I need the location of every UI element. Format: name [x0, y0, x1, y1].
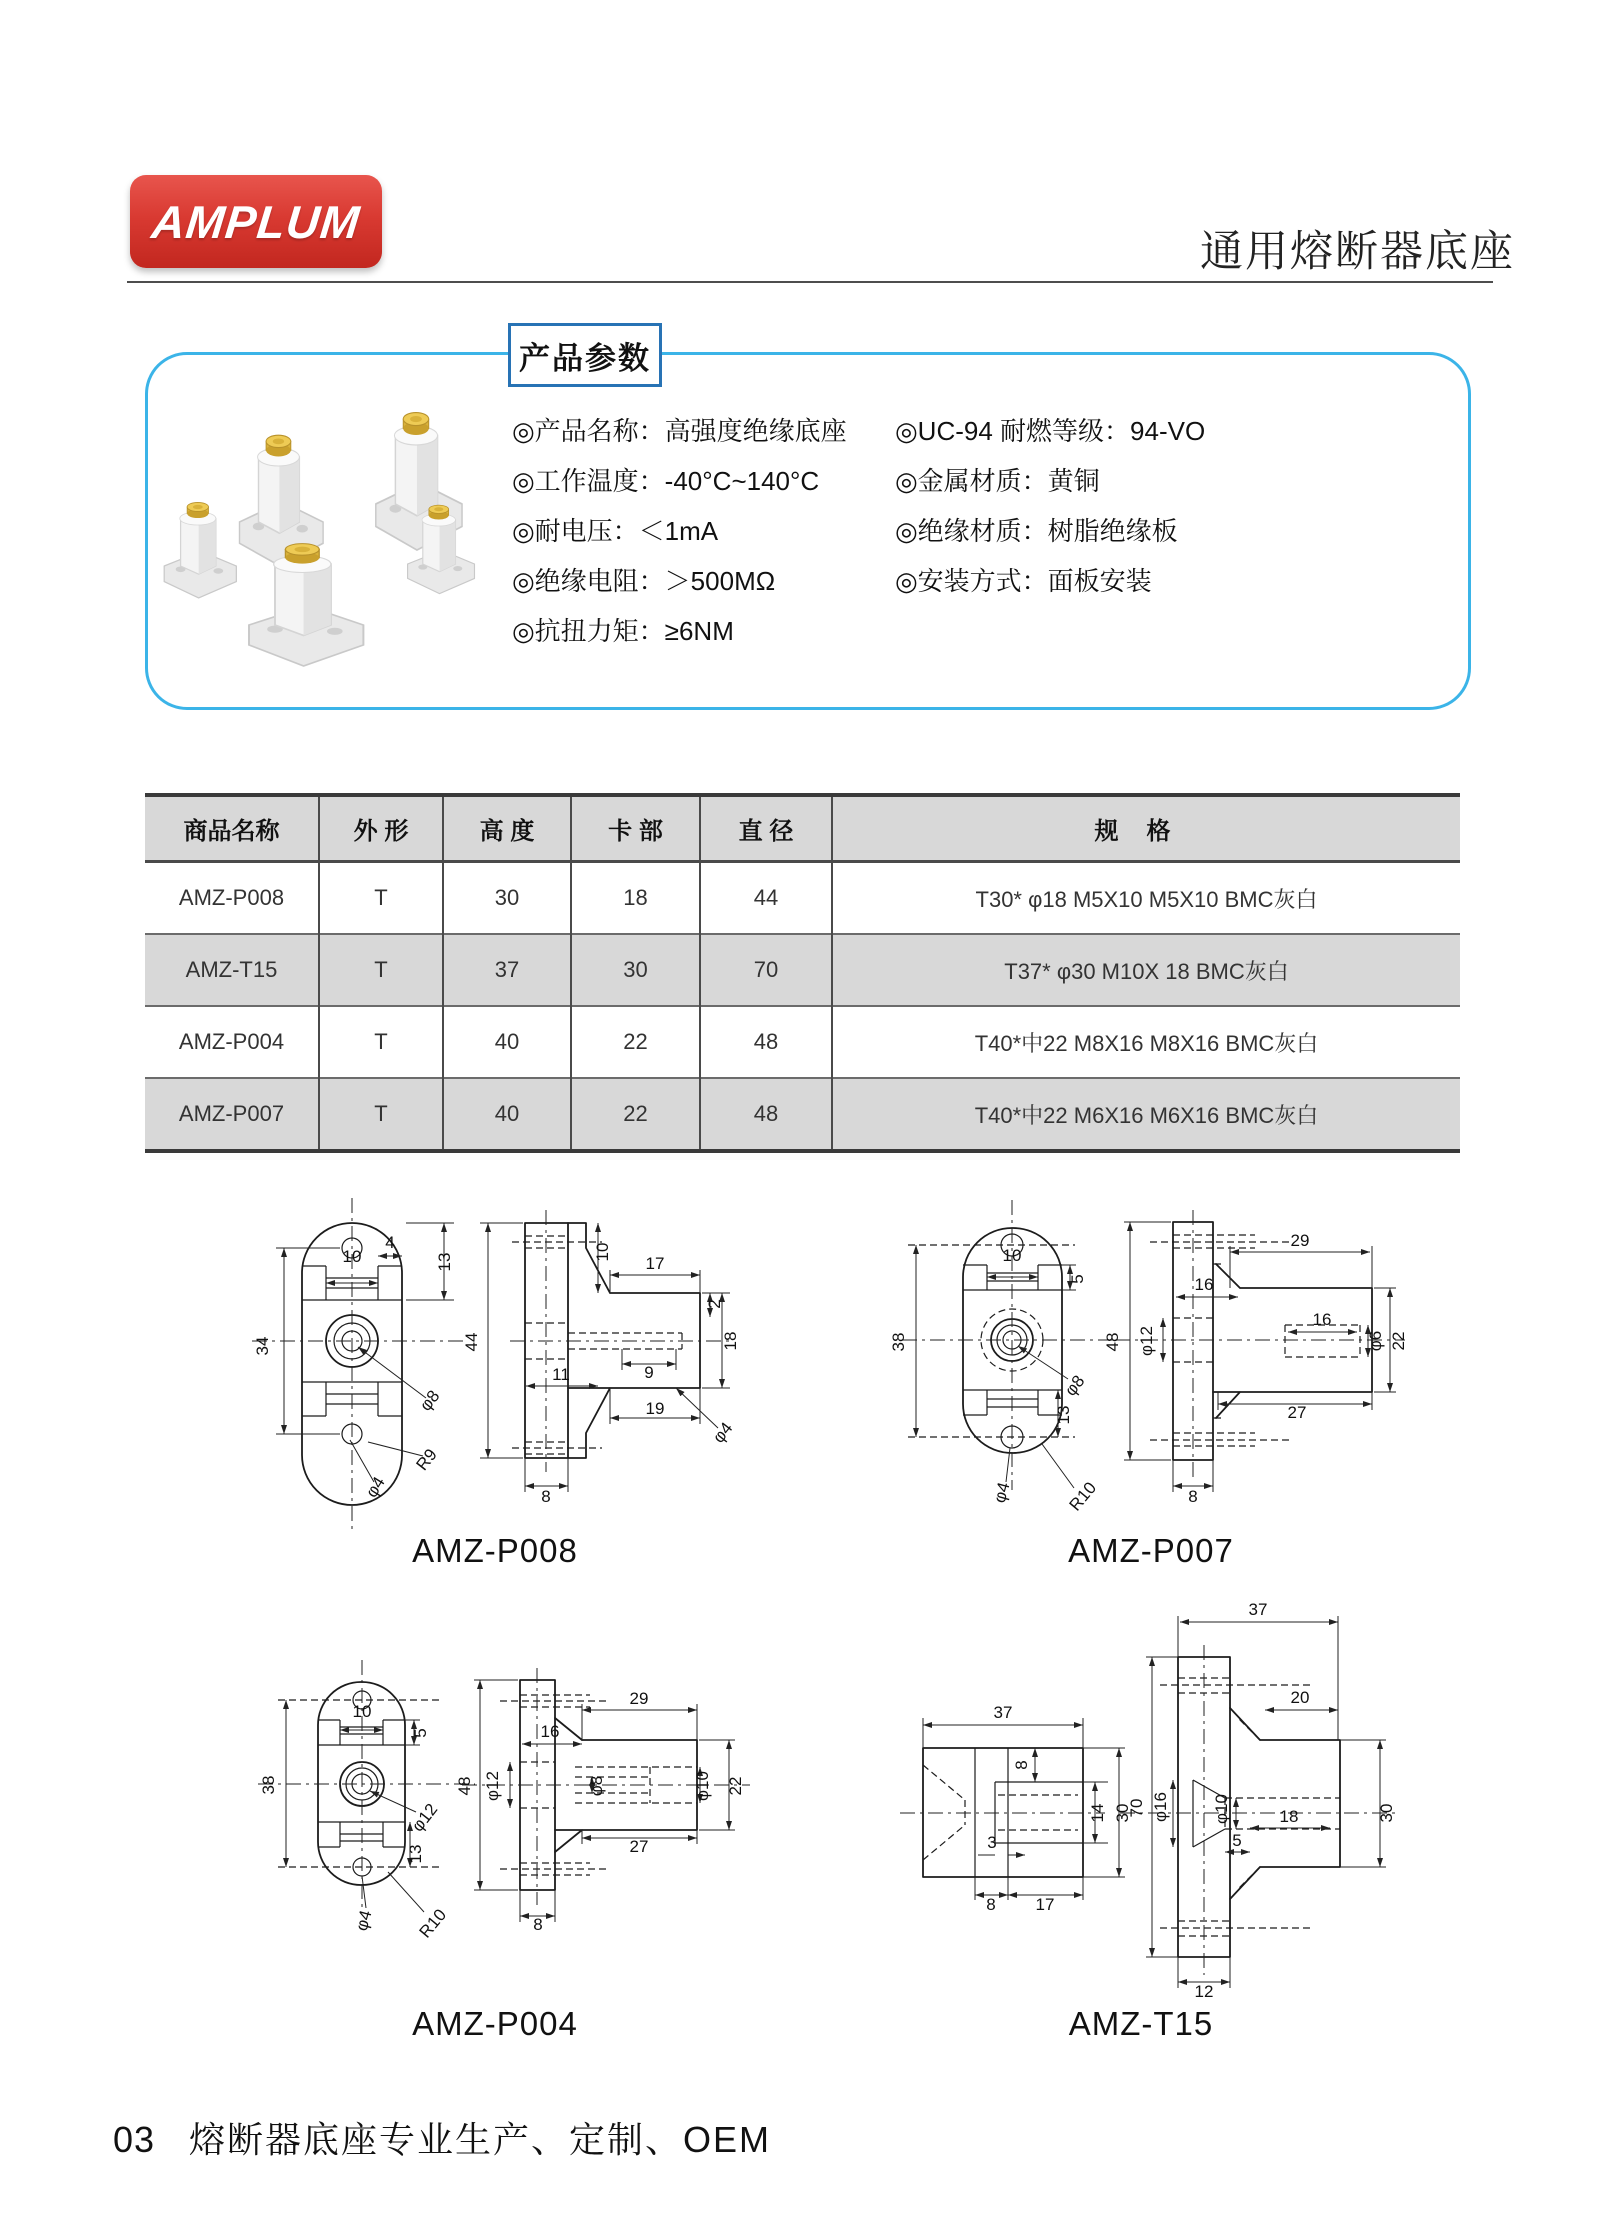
param-metal-material: ◎金属材质：黄铜 — [895, 465, 1100, 496]
page-title: 通用熔断器底座 — [1200, 228, 1515, 276]
dimension-label: 8 — [986, 1895, 996, 1914]
dimension-label: 27 — [629, 1837, 649, 1856]
dimension-label: φ12 — [407, 1799, 442, 1836]
dimension-label: R9 — [412, 1445, 441, 1475]
dimension-label: 48 — [455, 1776, 474, 1796]
drawing-amz-p007 — [860, 1190, 1420, 1580]
param-flame-rating: ◎UC-94 耐燃等级：94-VO — [895, 415, 1206, 446]
dimension-label: 4 — [385, 1233, 395, 1252]
dimension-label: 5 — [1232, 1831, 1242, 1850]
cell-spec: T40*中22 M6X16 M6X16 BMC灰白 — [832, 1078, 1460, 1151]
dimension-label: φ4 — [351, 1908, 376, 1933]
cell-spec: T37* φ30 M10X 18 BMC灰白 — [832, 934, 1460, 1006]
col-header-product-name: 商品名称 — [145, 795, 319, 862]
dimension-label: 37 — [993, 1703, 1013, 1722]
dimension-label: 14 — [1088, 1803, 1107, 1823]
col-header-shape: 外 形 — [319, 795, 443, 862]
dimension-labels-t15 — [986, 1600, 1396, 2001]
dimension-label: φ12 — [1137, 1326, 1156, 1356]
param-withstand-voltage: ◎耐电压：＜1mA — [512, 515, 719, 546]
dimension-label: 38 — [259, 1775, 278, 1795]
col-header-spec: 规格 — [832, 795, 1460, 862]
header-divider — [127, 281, 1493, 283]
dimension-label: φ10 — [693, 1771, 712, 1801]
dimension-labels-p007 — [889, 1231, 1408, 1515]
dimension-label: φ4 — [361, 1473, 389, 1501]
dimension-label: 18 — [1279, 1807, 1299, 1826]
dimension-label: 5 — [411, 1728, 430, 1738]
page-footer — [113, 2112, 771, 2163]
dimension-label: φ10 — [1212, 1794, 1231, 1824]
dimension-label: 30 — [1113, 1803, 1132, 1823]
dimension-label: 10 — [593, 1242, 612, 1262]
param-mounting: ◎安装方式：面板安装 — [895, 565, 1152, 596]
cell-name: AMZ-P007 — [145, 1078, 319, 1151]
parameters-left-column — [512, 404, 892, 654]
cell-clip: 30 — [571, 934, 700, 1006]
dimension-labels-p004 — [259, 1689, 745, 1942]
dimension-label: 20 — [1290, 1688, 1310, 1707]
dimension-label: 8 — [533, 1915, 543, 1934]
cell-diameter: 70 — [700, 934, 832, 1006]
param-working-temp: ◎工作温度：-40°C~140°C — [512, 465, 820, 496]
dimension-label: 29 — [629, 1689, 649, 1708]
cell-diameter: 48 — [700, 1078, 832, 1151]
dimension-label: 10 — [342, 1247, 362, 1266]
param-product-name: ◎产品名称：高强度绝缘底座 — [512, 415, 847, 446]
cell-clip: 22 — [571, 1006, 700, 1078]
dimension-label: 37 — [1248, 1600, 1268, 1619]
param-insulation-material: ◎绝缘材质：树脂绝缘板 — [895, 515, 1178, 546]
parameters-section-title: 产品参数 — [508, 323, 662, 387]
fuse-base-small-left — [164, 502, 236, 598]
dimension-label: 8 — [1188, 1487, 1198, 1506]
table-row — [145, 934, 1460, 1006]
dimension-label: 3 — [987, 1833, 997, 1852]
drawing-caption-amz-p008: AMZ-P008 — [412, 1532, 578, 1569]
cell-clip: 22 — [571, 1078, 700, 1151]
fuse-base-front — [249, 544, 363, 666]
amplum-logo — [130, 175, 382, 268]
param-insulation-resistance: ◎绝缘电阻：＞500MΩ — [512, 565, 776, 596]
dimension-label: 19 — [645, 1399, 665, 1418]
dimension-label: 12 — [1194, 1982, 1214, 2001]
cell-height: 40 — [443, 1078, 571, 1151]
dimension-label: 44 — [462, 1332, 481, 1352]
dimension-label: 10 — [1002, 1246, 1022, 1265]
cell-name: AMZ-P004 — [145, 1006, 319, 1078]
dimension-label: 13 — [406, 1844, 425, 1864]
dimension-label: 29 — [1290, 1231, 1310, 1250]
dimension-label: R10 — [415, 1905, 451, 1942]
param-torque: ◎抗扭力矩：≥6NM — [512, 615, 734, 646]
cell-name: AMZ-P008 — [145, 862, 319, 935]
spec-table — [145, 793, 1460, 1153]
dimension-label: 13 — [1054, 1405, 1073, 1425]
dimension-label: φ12 — [483, 1771, 502, 1801]
dimension-label: φ8 — [1060, 1371, 1089, 1400]
cell-spec: T40*中22 M8X16 M8X16 BMC灰白 — [832, 1006, 1460, 1078]
dimension-label: φ4 — [989, 1480, 1014, 1505]
cell-diameter: 48 — [700, 1006, 832, 1078]
dimension-label: 9 — [644, 1363, 654, 1382]
dimension-label: 2 — [705, 1299, 724, 1309]
cell-height: 30 — [443, 862, 571, 935]
cell-spec: T30* φ18 M5X10 M5X10 BMC灰白 — [832, 862, 1460, 935]
drawing-caption-amz-t15: AMZ-T15 — [1068, 2005, 1214, 2042]
footer-slogan: 熔断器底座专业生产、定制、OEM — [189, 2119, 772, 2160]
col-header-diameter: 直 径 — [700, 795, 832, 862]
dimension-label: 17 — [1035, 1895, 1055, 1914]
cell-diameter: 44 — [700, 862, 832, 935]
table-row — [145, 862, 1460, 935]
dimension-label: 38 — [889, 1332, 908, 1352]
table-row — [145, 1006, 1460, 1078]
dimension-label: 34 — [253, 1336, 272, 1356]
col-header-height: 高 度 — [443, 795, 571, 862]
dimension-label: 30 — [1377, 1803, 1396, 1823]
spec-table-header-row — [145, 795, 1460, 862]
cell-shape: T — [319, 934, 443, 1006]
dimension-label: 17 — [645, 1254, 665, 1273]
dimension-label: φ6 — [1366, 1330, 1385, 1352]
dimension-label: 10 — [352, 1702, 372, 1721]
drawing-caption-amz-p007: AMZ-P007 — [1068, 1532, 1234, 1569]
dimension-label: 16 — [1194, 1275, 1214, 1294]
table-row — [145, 1078, 1460, 1151]
cell-shape: T — [319, 862, 443, 935]
dimension-label: 13 — [435, 1252, 454, 1272]
col-header-clip: 卡 部 — [571, 795, 700, 862]
dimension-label: 22 — [726, 1776, 745, 1796]
dimension-label: 27 — [1287, 1403, 1307, 1422]
cell-shape: T — [319, 1078, 443, 1151]
dimension-label: 8 — [1012, 1760, 1031, 1770]
dimension-label: R10 — [1065, 1478, 1101, 1515]
drawing-amz-p008 — [230, 1190, 790, 1580]
parameters-right-column — [895, 404, 1455, 604]
dimension-label: 8 — [541, 1487, 551, 1506]
cell-height: 40 — [443, 1006, 571, 1078]
dimension-label: 18 — [721, 1331, 740, 1351]
page-number: 03 — [113, 2119, 156, 2160]
dimension-label: 48 — [1103, 1332, 1122, 1352]
product-photo — [148, 372, 480, 698]
dimension-label: φ8 — [415, 1386, 444, 1415]
cell-shape: T — [319, 1006, 443, 1078]
dimension-label: φ8 — [587, 1775, 606, 1797]
cell-clip: 18 — [571, 862, 700, 935]
drawing-amz-p004 — [230, 1660, 790, 2050]
dimension-label: 5 — [1068, 1274, 1087, 1284]
dimension-label: 22 — [1389, 1331, 1408, 1351]
dimension-label: 11 — [552, 1365, 570, 1384]
cell-height: 37 — [443, 934, 571, 1006]
amplum-logo-text: AMPLUM — [149, 195, 363, 248]
dimension-label: 16 — [1312, 1310, 1332, 1329]
drawing-caption-amz-p004: AMZ-P004 — [412, 2005, 578, 2042]
dimension-label: 16 — [540, 1722, 560, 1741]
dimension-label: 70 — [1127, 1798, 1146, 1818]
dimension-label: φ16 — [1151, 1792, 1170, 1822]
dimension-label: φ4 — [708, 1418, 737, 1447]
cell-name: AMZ-T15 — [145, 934, 319, 1006]
drawing-amz-t15 — [880, 1600, 1440, 2030]
